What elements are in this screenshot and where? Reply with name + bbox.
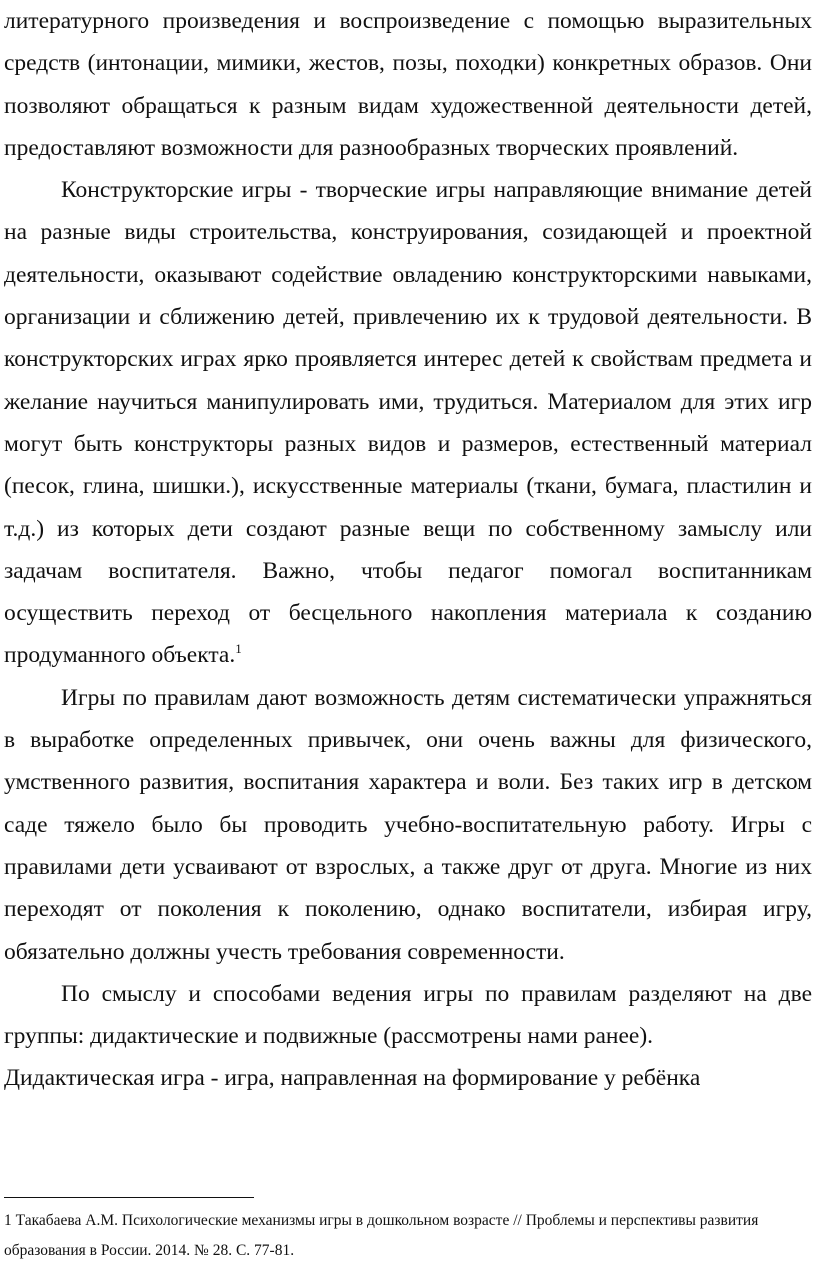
paragraph-text: По смыслу и способами ведения игры по правилам разделяют на две группы: дидактические и подвижные (рассмотрены нами ранее).	[4, 980, 812, 1050]
footnote: 1 Такабаева А.М. Психологические механизмы игры в дошкольном возрасте // Проблемы и перспективы развития образования в России. 2014. № 28. С. 77-81.	[4, 1212, 759, 1259]
paragraph-text: Игры по правилам дают возможность детям систематически упражняться в выработке определенных привычек, они очень важны для физического, умственного развития, воспитания характера и воли. Без таких игр в детском саде тяжело было бы проводить учебно-воспитательную работу. Игры с правилами дети усваивают от взрослых, а также друг от друга. Многие из них переходят от поколения к поколению, однако воспитатели, избирая игру, обязательно должны учесть требования современности.	[4, 684, 812, 965]
paragraph-text: Дидактическая игра - игра, направленная на формирование у ребёнка	[4, 1065, 701, 1092]
paragraph-didactic-game	[4, 1057, 812, 1099]
paragraph-text: Конструкторские игры - творческие игры направляющие внимание детей на разные виды строительства, конструирования, созидающей и проектной деятельности, оказывают содействие овладению конструкторскими навыками, организации и сближению детей, привлечению их к трудовой деятельности. В конструкторских играх ярко проявляется интерес детей к свойствам предмета и желание научиться манипулировать ими, трудиться. Материалом для этих игр могут быть конструкторы разных видов и размеров, естественный материал (песок, глина, шишки.), искусственные материалы (ткани, бумага, пластилин и т.д.) из которых дети создают разные вещи по собственному замыслу или задачам воспитателя. Важно, чтобы педагог помогал воспитанникам осуществить переход от бесцельного накопления материала к созданию продуманного объекта.	[4, 177, 812, 669]
main-text	[4, 0, 812, 1100]
paragraph-text: литературного произведения и воспроизведение с помощью выразительных средств (интонации, мимики, жестов, позы, походки) конкретных образов. Они позволяют обращаться к разным видам художественной деятельности детей, предоставляют возможности для разнообразных творческих проявлений.	[4, 8, 812, 161]
paragraph-continuation	[4, 0, 812, 169]
paragraph-rule-games-groups	[4, 973, 812, 1058]
footnote-reference: 1	[235, 641, 242, 657]
paragraph-constructor-games	[4, 169, 812, 677]
footnote-separator	[4, 1197, 254, 1198]
paragraph-rule-games	[4, 677, 812, 973]
